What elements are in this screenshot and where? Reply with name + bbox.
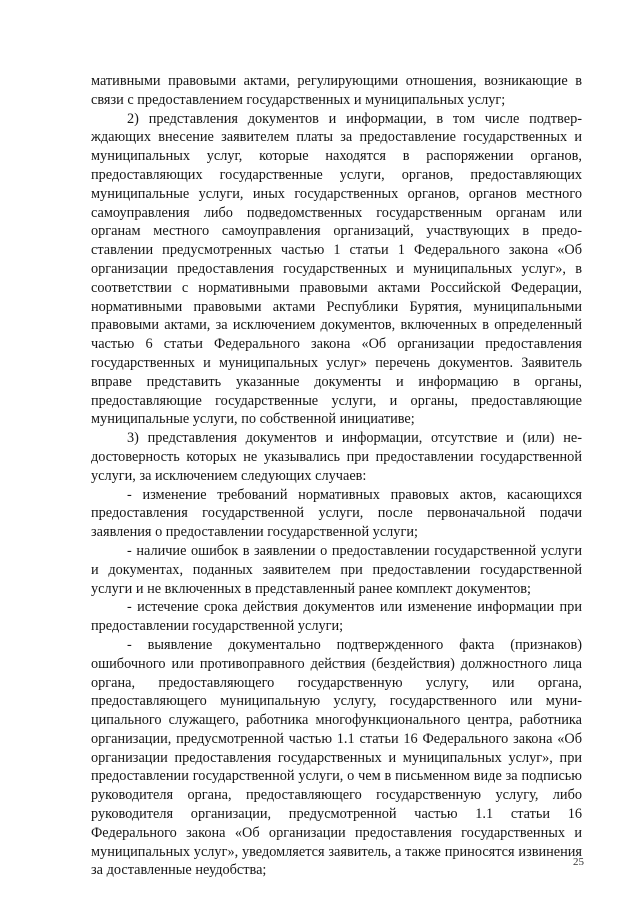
page-body-text (91, 72, 582, 880)
paragraph-continuation: мативными правовыми актами, регулирующими отношения, возникающие в связи с предоставлением государственных и муниципальных услуг; (91, 73, 582, 108)
list-item-errors-in-application: - наличие ошибок в заявлении о предоставлении государственной услуги и документах, поданных заявителем при предоставлении государственной услуги и не включенных в представленный ранее комплект документов; (91, 542, 582, 597)
page-number: 25 (573, 856, 584, 868)
paragraph-item-2: 2) представления документов и информации, в том числе подтверждающих внесение заявителем платы за предоставление государственных и муниципальных услуг, которые находятся в распоряжении органов, предоставляющих государственные услуги, органов, предоставляющих муниципальные услуги, иных государственных органов, органов местного самоуправления либо подведомственных государственным органам или органам местного самоуправления организаций, участвующих в предоставлении предусмотренных частью 1 статьи 1 Федерального закона «Об организации предоставления государственных и муниципальных услуг», в соответствии с нормативными правовыми актами Российской Федерации, нормативными правовыми актами Республики Бурятия, муниципальными правовыми актами, за исключением документов, включенных в определенный частью 6 статьи Федерального закона «Об организации предоставления государственных и муниципальных услуг» перечень документов. Заявитель вправе представить указанные документы и информацию в органы, предоставляющие государственные услуги, и органы, предоставляющие муниципальные услуги, по собственной инициативе; (91, 110, 582, 428)
list-item-requirements-change: - изменение требований нормативных правовых актов, касающихся предоставления государственной услуги, после первоначальной подачи заявления о предоставлении государственной услуги; (91, 486, 582, 541)
list-item-erroneous-action: - выявление документально подтвержденного факта (признаков) ошибочного или противоправного действия (бездействия) должностного лица органа, предоставляющего государственную услугу, или органа, предоставляющего муниципальную услугу, государственного или муниципального служащего, работника многофункционального центра, работника организации, предусмотренной частью 1.1 статьи 16 Федерального закона «Об организации предоставления государственных и муниципальных услуг», при предоставлении государственной услуги, о чем в письменном виде за подписью руководителя органа, предоставляющего государственную услугу, либо руководителя организации, предусмотренной частью 1.1 статьи 16 Федерального закона «Об организации предоставления государственных и муниципальных услуг», уведомляется заявитель, а также приносятся извинения за доставленные неудобства; (91, 636, 582, 879)
list-item-document-expiry: - истечение срока действия документов или изменение информации при предоставлении государственной услуги; (91, 599, 582, 635)
paragraph-item-3: 3) представления документов и информации, отсутствие и (или) недостоверность которых не указывались при предоставлении государственной услуги, за исключением следующих случаев: (91, 430, 582, 484)
